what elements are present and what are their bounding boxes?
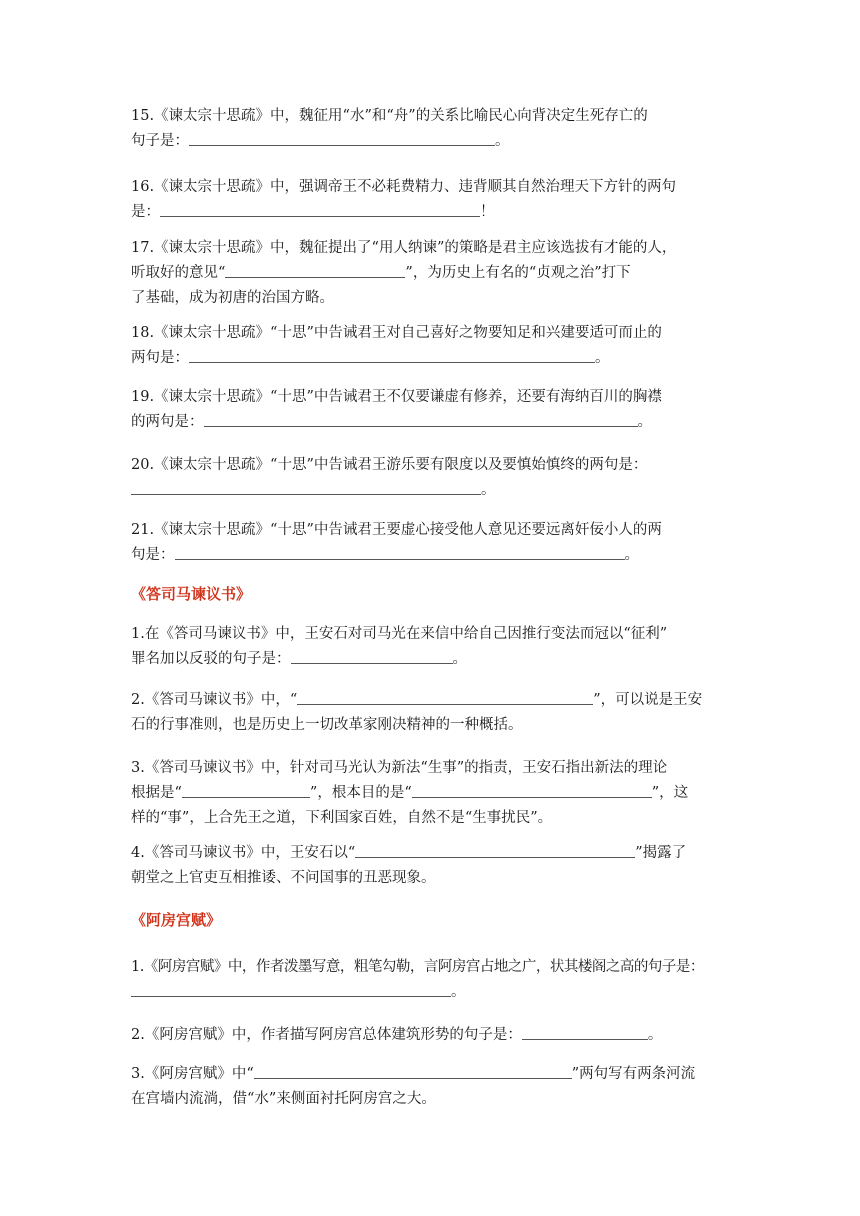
question-text: 1.《阿房宫赋》中，作者泼墨写意，粗笔勾勒，言阿房宫占地之广，状其楼阁之高的句子是： [131, 959, 704, 975]
answer-suffix: 。 [452, 651, 467, 667]
answer-blank[interactable] [254, 1064, 572, 1079]
answer-blank[interactable] [160, 202, 480, 217]
question-text: 3.《答司马谏议书》中，针对司马光认为新法“生事”的指责，王安石指出新法的理论 [131, 760, 668, 776]
question-21 [131, 518, 731, 568]
question-text-cont: 在宫墙内流淌，借“水”来侧面衬托阿房宫之大。 [131, 1091, 436, 1107]
answer-suffix: ”揭露了 [635, 845, 687, 861]
answer-suffix: 。 [637, 414, 652, 430]
answer-blank[interactable] [189, 348, 595, 363]
answer-prefix: 3.《阿房宫赋》中“ [131, 1066, 254, 1082]
answer-prefix: 是： [131, 204, 160, 220]
answer-suffix: 。 [495, 133, 510, 149]
question-16 [131, 175, 731, 225]
answer-suffix: 。 [481, 482, 496, 498]
answer-prefix: 两句是： [131, 350, 189, 366]
question-text-cont: 样的“事”，上合先王之道，下利国家百姓，自然不是“生事扰民”。 [131, 810, 553, 826]
answer-prefix: 听取好的意见“ [131, 265, 226, 281]
question-text-cont: 石的行事准则，也是历史上一切改革家刚决精神的一种概括。 [131, 717, 523, 733]
answer-suffix: ！ [480, 204, 495, 220]
answer-suffix: ”，可以说是王安 [593, 692, 703, 708]
question-text: 21.《谏太宗十思疏》“十思”中告诫君王要虚心接受他人意见还要远离奸佞小人的两 [131, 522, 662, 538]
answer-blank[interactable] [175, 545, 625, 560]
answer-middle: ”，根本目的是“ [309, 785, 412, 801]
answer-suffix: 。 [451, 984, 466, 1000]
question-text: 19.《谏太宗十思疏》“十思”中告诫君王不仅要谦虚有修养，还要有海纳百川的胸襟 [131, 389, 662, 405]
answer-blank[interactable] [522, 1025, 648, 1040]
answer-blank[interactable] [291, 649, 453, 664]
answer-prefix: 4.《答司马谏议书》中，王安石以“ [131, 845, 356, 861]
answer-prefix: 2.《阿房宫赋》中，作者描写阿房宫总体建筑形势的句子是： [131, 1027, 522, 1043]
answer-blank[interactable] [355, 843, 635, 858]
question-text-cont: 了基础，成为初唐的治国方略。 [131, 290, 334, 306]
answer-blank[interactable] [297, 690, 593, 705]
question-19 [131, 385, 731, 435]
answer-blank[interactable] [225, 263, 405, 278]
answer-prefix: 2.《答司马谏议书》中，“ [131, 692, 298, 708]
efang-question-2 [131, 1023, 731, 1048]
section-heading-efang: 《阿房宫赋》 [131, 911, 222, 929]
answer-prefix: 的两句是： [131, 414, 204, 430]
answer-blank[interactable] [131, 982, 451, 997]
answer-blank[interactable] [131, 480, 481, 495]
question-text: 1.在《答司马谏议书》中，王安石对司马光在来信中给自己因推行变法而冠以“征利” [131, 626, 668, 642]
dasima-question-1 [131, 622, 731, 672]
question-text: 16.《谏太宗十思疏》中，强调帝王不必耗费精力、违背顺其自然治理天下方针的两句 [131, 179, 677, 195]
answer-blank[interactable] [189, 131, 495, 146]
question-15 [131, 104, 731, 154]
question-text: 15.《谏太宗十思疏》中，魏征用“水”和“舟”的关系比喻民心向背决定生死存亡的 [131, 108, 648, 124]
section-heading-dasima: 《答司马谏议书》 [131, 585, 252, 603]
answer-blank-1[interactable] [182, 783, 310, 798]
answer-suffix: ”，为历史上有名的“贞观之治”打下 [405, 265, 631, 281]
question-text: 17.《谏太宗十思疏》中，魏征提出了“用人纳谏”的策略是君主应该选拔有才能的人， [131, 240, 677, 256]
question-18 [131, 321, 731, 371]
answer-prefix: 根据是“ [131, 785, 182, 801]
question-20 [131, 453, 731, 503]
answer-suffix: 。 [595, 350, 610, 366]
dasima-question-3 [131, 756, 731, 831]
answer-suffix: 。 [647, 1027, 663, 1043]
answer-blank[interactable] [204, 412, 638, 427]
question-text-cont: 朝堂之上官吏互相推诿、不问国事的丑恶现象。 [131, 870, 436, 886]
answer-suffix: 。 [624, 547, 639, 563]
dasima-question-4 [131, 841, 731, 891]
question-text: 18.《谏太宗十思疏》“十思”中告诫君王对自己喜好之物要知足和兴建要适可而止的 [131, 325, 662, 341]
answer-suffix: ”两句写有两条河流 [571, 1066, 696, 1082]
efang-question-1 [131, 955, 731, 1005]
answer-prefix: 罪名加以反驳的句子是： [131, 651, 291, 667]
answer-prefix: 句子是： [131, 133, 189, 149]
efang-question-3 [131, 1062, 731, 1112]
question-text: 20.《谏太宗十思疏》“十思”中告诫君王游乐要有限度以及要慎始慎终的两句是： [131, 457, 648, 473]
answer-blank-2[interactable] [412, 783, 652, 798]
answer-prefix: 句是： [131, 547, 175, 563]
dasima-question-2 [131, 688, 731, 738]
answer-suffix: ”，这 [651, 785, 689, 801]
question-17 [131, 236, 731, 311]
